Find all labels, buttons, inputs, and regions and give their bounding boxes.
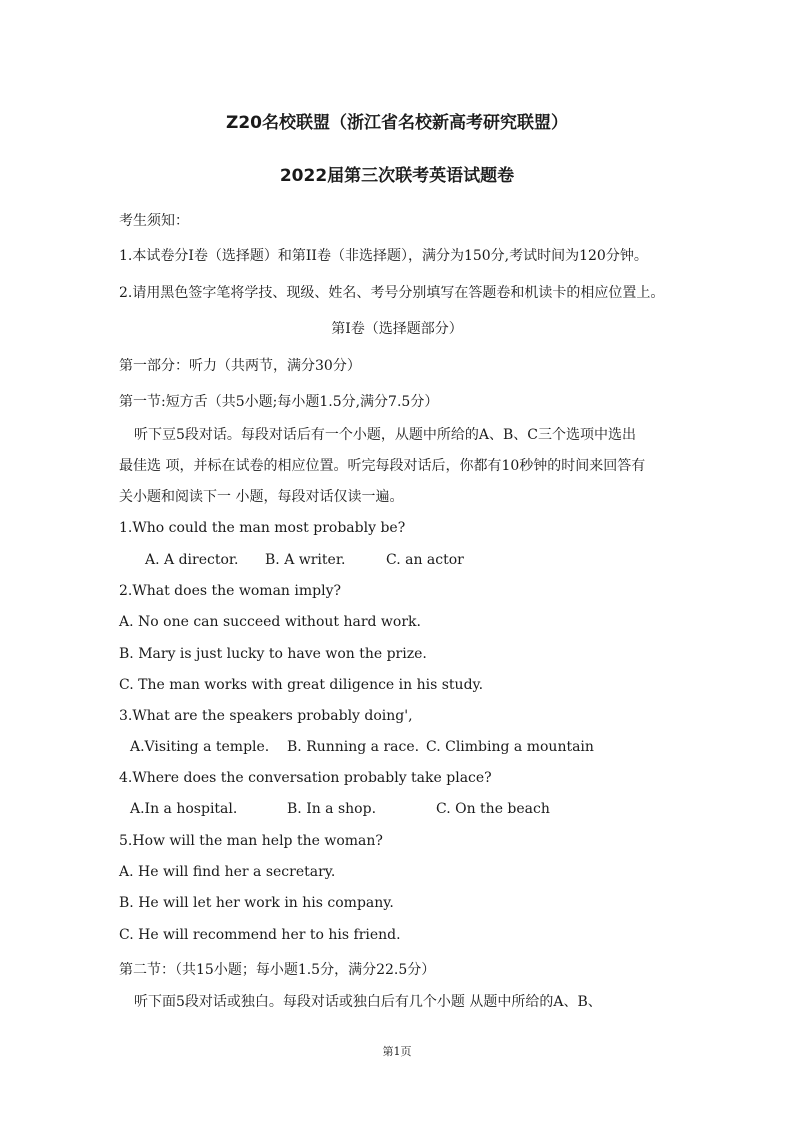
question-3-option-b: B. Running a race. [287, 739, 420, 755]
notice-heading: 考生须知： [119, 213, 189, 229]
instructions-line-1: 听下豆5段对话。每段对话后有一个小题，从题中所给的A、B、C三个选项中选出 [134, 427, 637, 443]
notice-item-1: 1.本试卷分I卷（选择题）和第II卷（非选择题），满分为150分,考试时间为120分钟。 [119, 248, 648, 264]
question-5-option-b: B. He will let her work in his company. [119, 895, 394, 911]
section-title: 第I卷（选择题部分） [331, 321, 463, 337]
part-one-heading: 第一部分：听力（共两节，满分30分） [119, 358, 361, 374]
notice-item-2: 2.请用黑色签字笔将学技、现级、姓名、考号分别填写在答题卷和机读卡的相应位置上。 [119, 285, 665, 301]
instructions-line-2: 最佳选 项，并标在试卷的相应位置。听完每段对话后，你都有10秒钟的时间来回答有 [119, 458, 646, 474]
section-two-instructions: 听下面5段对话或独白。每段对话或独白后有几个小题 从题中所给的A、B、 [134, 994, 602, 1010]
question-1-option-b: B. A writer. [265, 552, 346, 568]
question-5-stem: 5.How will the man help the woman? [119, 833, 383, 849]
question-4-stem: 4.Where does the conversation probably take place? [119, 770, 492, 786]
question-4-option-c: C. On the beach [436, 801, 550, 817]
question-4-option-a: A.In a hospital. [130, 801, 238, 817]
exam-title-main: Z20名校联盟（浙江省名校新高考研究联盟） [226, 113, 568, 133]
question-2-option-a: A. No one can succeed without hard work. [119, 614, 421, 630]
question-1-option-c: C. an actor [386, 552, 464, 568]
question-2-stem: 2.What does the woman imply? [119, 583, 341, 599]
question-3-stem: 3.What are the speakers probably doing', [119, 708, 413, 724]
section-one-heading: 第一节:短方舌（共5小题;每小题1.5分,满分7.5分） [119, 394, 439, 410]
page-number: 第1页 [382, 1045, 412, 1058]
question-3-option-c: C. Climbing a mountain [426, 739, 594, 755]
question-3-option-a: A.Visiting a temple. [130, 739, 270, 755]
question-1-option-a: A. A director. [145, 552, 239, 568]
instructions-line-3: 关小题和阅读下一 小题，每段对话仅读一遍。 [119, 489, 404, 505]
exam-title-sub: 2022届第三次联考英语试题卷 [279, 166, 515, 186]
question-2-option-b: B. Mary is just lucky to have won the prize. [119, 646, 427, 662]
question-5-option-c: C. He will recommend her to his friend. [119, 927, 401, 943]
section-two-heading: 第二节：（共15小题；每小题1.5分，满分22.5分） [119, 962, 436, 978]
question-5-option-a: A. He will find her a secretary. [119, 864, 336, 880]
question-4-option-b: B. In a shop. [287, 801, 377, 817]
question-2-option-c: C. The man works with great diligence in his study. [119, 677, 484, 693]
question-1-stem: 1.Who could the man most probably be? [119, 520, 406, 536]
